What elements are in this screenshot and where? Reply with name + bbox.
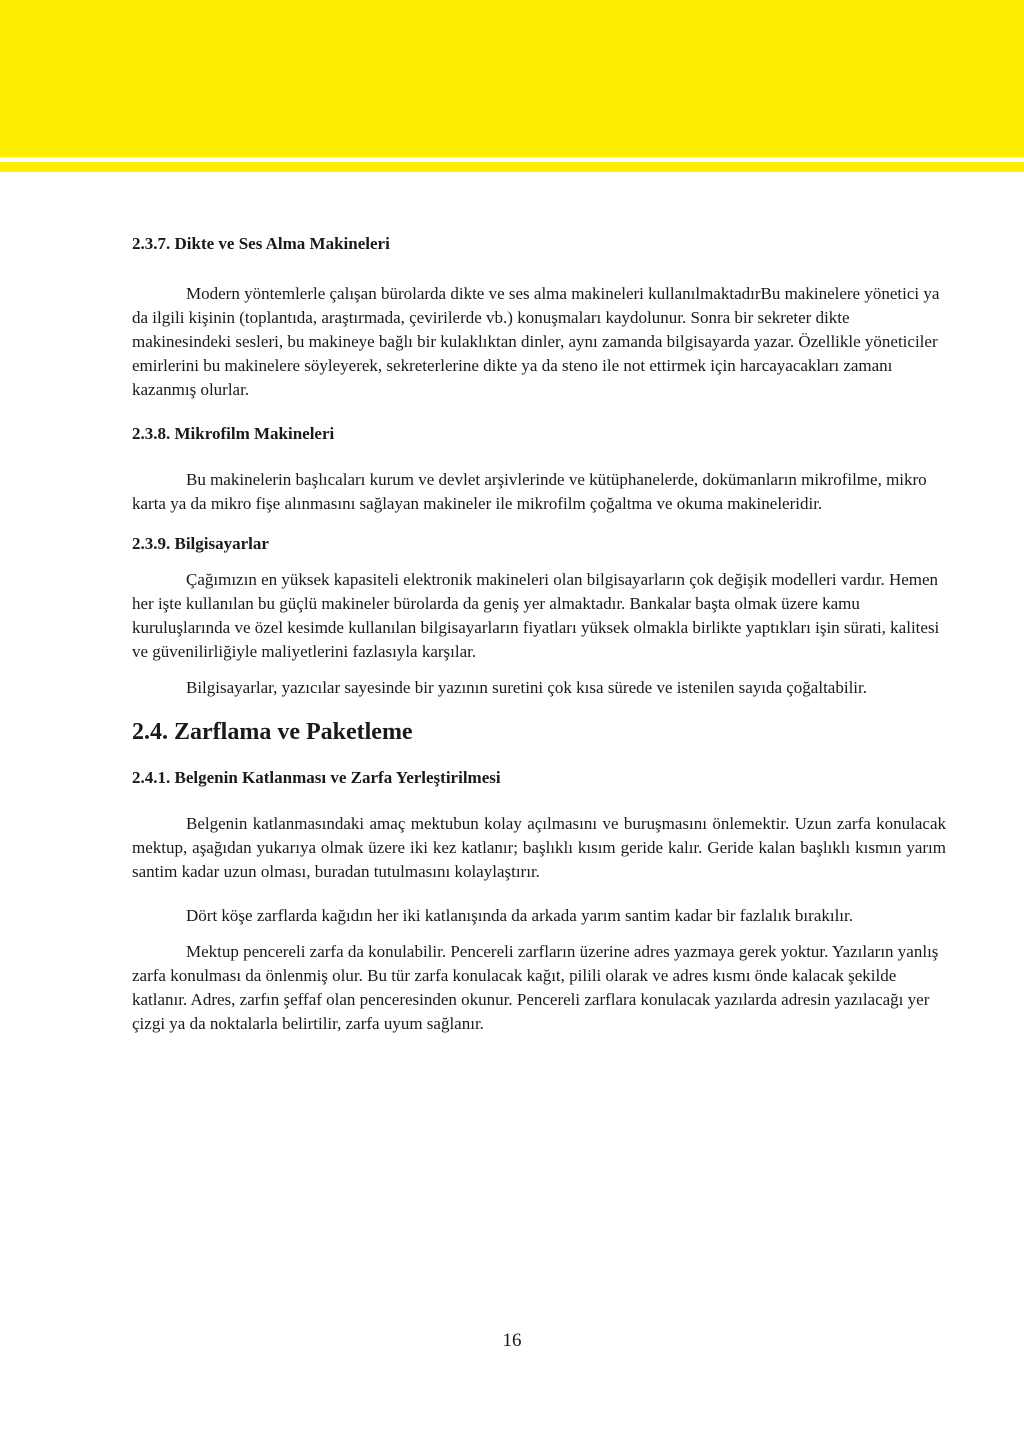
paragraph-pencereli-zarf: Mektup pencereli zarfa da konulabilir. Pencereli zarfların üzerine adres yazmaya gerek yoktur. Yazıların yanlış zarfa konulması da önlenmiş olur. Bu tür zarfa konulacak kağıt, pilili olarak ve adres kısmı önde kalacak şekilde katlanır. Adres, zarfın şeffaf olan penceresinden okunur. Pencereli zarflara konulacak yazılarda adresin yazılacağı yer çizgi ya da noktalarla belirtilir, zarfa uyum sağlanır.	[132, 942, 939, 1033]
paragraph-dikte-makineleri: Modern yöntemlerle çalışan bürolarda dikte ve ses alma makineleri kullanılmaktadırBu makinelere yönetici ya da ilgili kişinin (toplantıda, araştırmada, çevirilerde vb.) konuşmaları kaydolunur. Sonra bir sekreter dikte makinesindeki sesleri, bu makineye bağlı bir kulaklıktan dinler, aynı zamanda bilgisayarda yazar. Özellikle yöneticiler emirlerini bu makinelere söyleyerek, sekreterlerine dikte ya da steno ile not ettirmek için harcayacakları zamanı kazanmış olurlar.	[132, 284, 940, 399]
paragraph-bilgisayarlar-2: Bilgisayarlar, yazıcılar sayesinde bir yazının suretini çok kısa sürede ve istenilen sayıda çoğaltabilir.	[186, 678, 867, 697]
page-number: 16	[502, 1330, 522, 1351]
heading-2-4: 2.4. Zarflama ve Paketleme	[132, 719, 413, 745]
page-content	[132, 232, 946, 1036]
heading-2-3-9: 2.3.9. Bilgisayarlar	[132, 534, 269, 553]
paragraph-mikrofilm-makineleri: Bu makinelerin başlıcaları kurum ve devlet arşivlerinde ve kütüphanelerde, dokümanların mikrofilme, mikro karta ya da mikro fişe alınmasını sağlayan makineler ile mikrofilm çoğaltma ve okuma makineleridir.	[132, 470, 927, 513]
paragraph-belge-katlanmasi: Belgenin katlanmasındaki amaç mektubun kolay açılmasını ve buruşmasını önlemektir. Uzun zarfa konulacak mektup, aşağıdan yukarıya olmak üzere iki kez katlanır; başlıklı kısım geride kalır. Geride kalan başlıklı kısmın yarım santim kadar uzun olması, buradan tutulmasını kolaylaştırır.	[132, 814, 946, 881]
header-color-band	[0, 0, 1024, 157]
heading-2-3-7: 2.3.7. Dikte ve Ses Alma Makineleri	[132, 234, 390, 253]
heading-2-3-8: 2.3.8. Mikrofilm Makineleri	[132, 424, 335, 443]
heading-2-4-1: 2.4.1. Belgenin Katlanması ve Zarfa Yerleştirilmesi	[132, 768, 501, 787]
paragraph-dort-kose-zarf: Dört köşe zarflarda kağıdın her iki katlanışında da arkada yarım santim kadar bir fazlalık bırakılır.	[186, 906, 854, 925]
paragraph-bilgisayarlar-1: Çağımızın en yüksek kapasiteli elektronik makineleri olan bilgisayarların çok değişik modelleri vardır. Hemen her işte kullanılan bu güçlü makineler bürolarda da geniş yer almaktadır. Bankalar başta olmak üzere kamu kuruluşlarında ve özel kesimde kullanılan bilgisayarların fiyatları yüksek olmakla birlikte yaptıkları işin sürati, kalitesi ve güvenilirliğiyle maliyetlerini fazlasıyla karşılar.	[132, 570, 940, 661]
header-color-rule	[0, 162, 1024, 172]
